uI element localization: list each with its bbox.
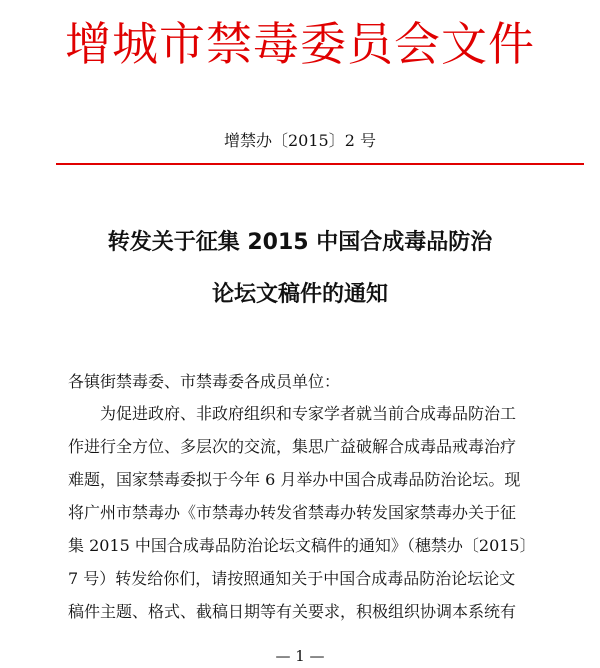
- document-title-line-1: 转发关于征集 2015 中国合成毒品防治: [107, 230, 493, 255]
- salutation: 各镇街禁毒委、市禁毒委各成员单位：: [68, 372, 341, 391]
- body-line: 将广州市禁毒办《市禁毒办转发省禁毒办转发国家禁毒办关于征: [68, 503, 517, 522]
- body-line: 作进行全方位、多层次的交流，集思广益破解合成毒品戒毒治疗: [68, 437, 517, 456]
- body-line: 集 2015 中国合成毒品防治论坛文稿件的通知》（穗禁办〔2015〕: [68, 536, 536, 555]
- body-line: 难题，国家禁毒委拟于今年 6 月举办中国合成毒品防治论坛。现: [68, 470, 521, 489]
- body-line: 为促进政府、非政府组织和专家学者就当前合成毒品防治工: [68, 404, 517, 423]
- document-title-line-2: 论坛文稿件的通知: [211, 282, 388, 307]
- red-divider-rule: [56, 163, 584, 165]
- document-number: 增禁办〔2015〕2 号: [224, 131, 376, 150]
- body-line: 稿件主题、格式、截稿日期等有关要求，积极组织协调本系统有: [68, 602, 517, 621]
- document-header-title: 增城市禁毒委员会文件: [65, 17, 535, 71]
- page-number: — 1 —: [275, 647, 325, 665]
- body-line: 7 号）转发给你们，请按照通知关于中国合成毒品防治论坛论文: [68, 569, 516, 588]
